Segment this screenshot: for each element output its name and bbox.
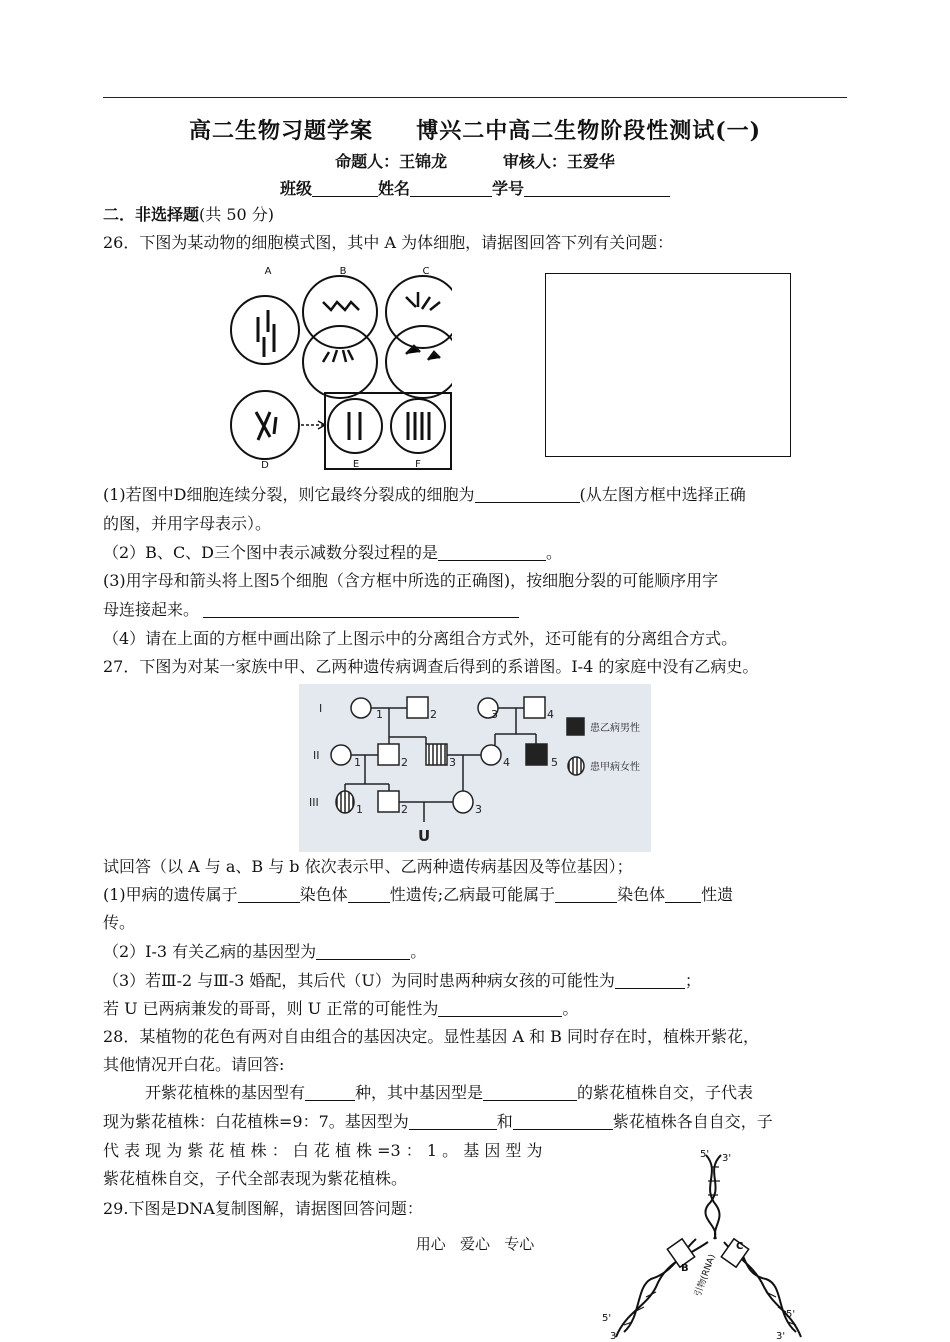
gen-III-label: III (309, 796, 319, 809)
id-label: 学号 (492, 179, 525, 198)
svg-text:3': 3' (610, 1331, 620, 1342)
q27-part3: （3）若Ⅲ-2 与Ⅲ-3 婚配，其后代（U）为同时患两种病女孩的可能性为 ； (103, 971, 701, 990)
svg-text:5': 5' (700, 1149, 710, 1160)
q28-line6: 紫花植株自交，子代全部表现为紫花植株。 (103, 1169, 408, 1188)
authors-line: 命题人：王锦龙 审核人：王爱华 (335, 152, 615, 171)
svg-text:5': 5' (786, 1309, 796, 1320)
svg-text:3: 3 (449, 756, 456, 769)
q29-stem: 29.下图是DNA复制图解，请据图回答问题： (103, 1199, 423, 1218)
q26-part1-cont: 的图，并用字母表示）。 (103, 514, 272, 533)
class-label: 班级 (279, 179, 312, 198)
label-d: D (261, 460, 269, 471)
label-c: C (422, 266, 430, 277)
top-rule (103, 97, 847, 98)
name-label: 姓名 (377, 179, 410, 198)
q28-line2: 其他情况开白花。请回答: (103, 1055, 285, 1074)
section-heading: 二．非选择题(共 50 分) (103, 205, 275, 224)
q26-part3: (3)用字母和箭头将上图5个细胞（含方框中所选的正确图)，按细胞分裂的可能顺序用字 (103, 571, 719, 590)
svg-text:4: 4 (547, 708, 554, 721)
q26-part2: （2）B、C、D三个图中表示减数分裂过程的是 。 (103, 543, 563, 562)
q26-part3-cont: 母连接起来。 (103, 598, 519, 622)
id-blank[interactable] (524, 180, 670, 197)
q27-intro: 试回答（以 A 与 a、B 与 b 依次表示甲、乙两种遗传病基因及等位基因）； (103, 857, 633, 876)
svg-text:3: 3 (491, 708, 498, 721)
q27-part2: （2）I-3 有关乙病的基因型为 。 (103, 942, 427, 961)
label-a: A (264, 266, 272, 277)
label-f: F (415, 459, 421, 470)
page-footer: 用心 爱心 专心 (415, 1235, 535, 1253)
label-b: B (339, 266, 347, 277)
q26-stem: 26．下图为某动物的细胞模式图，其中 A 为体细胞，请据图回答下列有关问题： (103, 233, 674, 252)
svg-text:4: 4 (503, 756, 510, 769)
q28-line1: 28．某植物的花色有两对自由组合的基因决定。显性基因 A 和 B 同时存在时，植株开紫花， (103, 1027, 760, 1046)
ef-box (325, 393, 451, 469)
class-blank[interactable] (312, 180, 378, 197)
cell-f (391, 399, 445, 453)
legend-female: 患甲病女性 (590, 762, 640, 773)
q28-line4: 现为紫花植株：白花植株=9：7。基因型为 和 紫花植株各自自交，子 (103, 1112, 773, 1131)
label-b-enzyme: B (681, 1263, 689, 1274)
pedigree-chart (299, 684, 651, 852)
q26-2-blank[interactable] (438, 544, 546, 561)
svg-text:5': 5' (602, 1313, 612, 1324)
student-info-fields (0, 176, 950, 199)
svg-text:1: 1 (354, 756, 361, 769)
q26-part4: （4）请在上面的方框中画出除了上图示中的分离组合方式外，还可能有的分离组合方式。 (103, 629, 738, 648)
svg-text:3: 3 (475, 803, 482, 816)
answer-drawing-box[interactable] (545, 273, 791, 457)
label-c-enzyme: C (736, 1241, 744, 1252)
svg-text:3': 3' (722, 1153, 732, 1164)
page-title: 高二生物习题学案 博兴二中高二生物阶段性测试(一) (188, 118, 762, 144)
gen-II-label: II (313, 749, 320, 762)
svg-text:2: 2 (401, 756, 408, 769)
child-u-label: U (418, 827, 431, 845)
q27-stem: 27．下图为对某一家族中甲、乙两种遗传病调查后得到的系谱图。I-4 的家庭中没有乙病史。 (103, 657, 759, 676)
q26-1-blank[interactable] (475, 486, 580, 503)
primer-label: 引物(RNA) (693, 1253, 718, 1299)
q27-part3-cont: 若 U 已两病兼发的哥哥，则 U 正常的可能性为 。 (103, 999, 579, 1018)
svg-text:2: 2 (401, 803, 408, 816)
svg-text:2: 2 (430, 708, 437, 721)
label-e: E (352, 459, 360, 470)
cell-c-bottom (386, 326, 452, 398)
cell-division-figure (228, 262, 452, 472)
svg-text:1: 1 (376, 708, 383, 721)
svg-text:1: 1 (356, 803, 363, 816)
q26-3-blank[interactable] (203, 601, 519, 618)
name-blank[interactable] (410, 180, 492, 197)
svg-text:5: 5 (551, 756, 558, 769)
legend-male: 患乙病男性 (590, 723, 640, 734)
q28-line3: 开紫花植株的基因型有 种，其中基因型是 的紫花植株自交，子代表 (145, 1083, 754, 1102)
cell-e (328, 399, 382, 453)
q28-line5: 代 表 现 为 紫 花 植 株 ： 白 花 植 株 =3 ： 1 。 基 因 型 为 (103, 1141, 543, 1160)
gen-I-label: I (319, 702, 323, 715)
q27-part1: (1)甲病的遗传属于 染色体 性遗传;乙病最可能属于 染色体 性遗 (103, 885, 734, 904)
svg-text:3': 3' (776, 1331, 786, 1342)
q26-part1: (1)若图中D细胞连续分裂，则它最终分裂成的细胞为 (从左图方框中选择正确 (103, 485, 746, 504)
cell-b-bottom (303, 326, 377, 398)
q27-part1-cont: 传。 (103, 913, 136, 932)
